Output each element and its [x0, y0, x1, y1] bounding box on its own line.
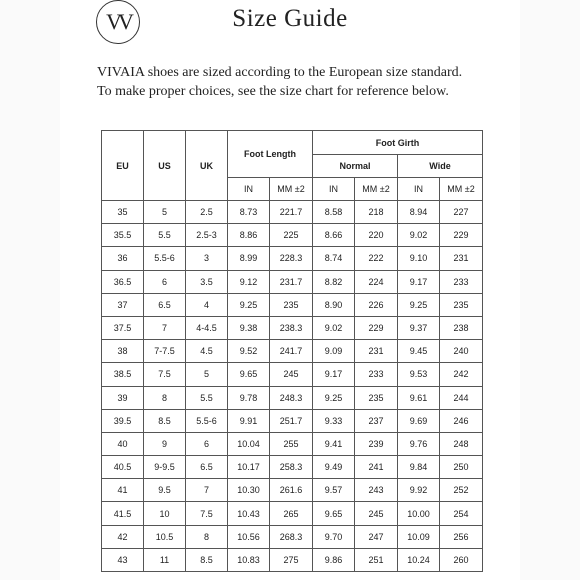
- cell-wide-mm: 242: [440, 363, 483, 386]
- cell-length-in: 10.56: [228, 525, 270, 548]
- cell-normal-mm: 243: [355, 479, 398, 502]
- cell-us: 7-7.5: [144, 340, 186, 363]
- cell-normal-mm: 235: [355, 386, 398, 409]
- cell-wide-in: 9.25: [398, 293, 440, 316]
- cell-eu: 42: [102, 525, 144, 548]
- page-title: Size Guide: [232, 5, 348, 32]
- cell-eu: 41: [102, 479, 144, 502]
- cell-length-mm: 241.7: [270, 340, 313, 363]
- cell-normal-in: 9.65: [313, 502, 355, 525]
- intro-text: [97, 63, 497, 101]
- header-length-mm: MM ±2: [270, 178, 313, 201]
- header-wide-mm: MM ±2: [440, 178, 483, 201]
- table-row: [102, 409, 483, 432]
- cell-wide-mm: 227: [440, 201, 483, 224]
- size-chart-body: [102, 201, 483, 572]
- cell-length-in: 9.65: [228, 363, 270, 386]
- cell-length-mm: 235: [270, 293, 313, 316]
- cell-us: 5: [144, 201, 186, 224]
- table-row: [102, 479, 483, 502]
- cell-normal-mm: 226: [355, 293, 398, 316]
- cell-uk: 6.5: [186, 456, 228, 479]
- cell-normal-mm: 233: [355, 363, 398, 386]
- cell-us: 6.5: [144, 293, 186, 316]
- cell-normal-in: 8.82: [313, 270, 355, 293]
- cell-us: 6: [144, 270, 186, 293]
- cell-normal-in: 9.49: [313, 456, 355, 479]
- header-us: US: [144, 131, 186, 201]
- table-row: [102, 270, 483, 293]
- table-row: [102, 340, 483, 363]
- table-row: [102, 386, 483, 409]
- cell-us: 9-9.5: [144, 456, 186, 479]
- cell-normal-in: 9.33: [313, 409, 355, 432]
- cell-length-in: 9.12: [228, 270, 270, 293]
- cell-uk: 6: [186, 432, 228, 455]
- cell-uk: 5.5-6: [186, 409, 228, 432]
- cell-wide-in: 9.76: [398, 432, 440, 455]
- cell-length-mm: 265: [270, 502, 313, 525]
- cell-normal-in: 8.66: [313, 224, 355, 247]
- cell-wide-in: 9.84: [398, 456, 440, 479]
- cell-us: 7.5: [144, 363, 186, 386]
- left-margin: [0, 0, 60, 580]
- cell-eu: 35: [102, 201, 144, 224]
- cell-wide-mm: 260: [440, 548, 483, 571]
- cell-length-in: 9.52: [228, 340, 270, 363]
- cell-normal-in: 8.90: [313, 293, 355, 316]
- cell-us: 9: [144, 432, 186, 455]
- table-row: [102, 293, 483, 316]
- cell-uk: 2.5: [186, 201, 228, 224]
- cell-normal-in: 9.70: [313, 525, 355, 548]
- header-length-in: IN: [228, 178, 270, 201]
- cell-normal-in: 9.02: [313, 316, 355, 339]
- header-wide-in: IN: [398, 178, 440, 201]
- table-row: [102, 363, 483, 386]
- cell-uk: 2.5-3: [186, 224, 228, 247]
- cell-eu: 36.5: [102, 270, 144, 293]
- header-wide: Wide: [398, 155, 483, 178]
- cell-wide-in: 9.69: [398, 409, 440, 432]
- cell-length-in: 10.83: [228, 548, 270, 571]
- cell-us: 8: [144, 386, 186, 409]
- cell-eu: 40: [102, 432, 144, 455]
- cell-normal-in: 9.09: [313, 340, 355, 363]
- intro-line-2: To make proper choices, see the size chart for reference below.: [97, 84, 449, 99]
- cell-length-mm: 221.7: [270, 201, 313, 224]
- cell-eu: 43: [102, 548, 144, 571]
- cell-uk: 4: [186, 293, 228, 316]
- cell-normal-mm: 229: [355, 316, 398, 339]
- header-foot-girth: Foot Girth: [313, 131, 483, 155]
- cell-uk: 8: [186, 525, 228, 548]
- cell-normal-in: 8.58: [313, 201, 355, 224]
- table-row: [102, 224, 483, 247]
- cell-normal-in: 9.41: [313, 432, 355, 455]
- cell-uk: 8.5: [186, 548, 228, 571]
- cell-length-mm: 261.6: [270, 479, 313, 502]
- cell-us: 5.5-6: [144, 247, 186, 270]
- cell-wide-in: 8.94: [398, 201, 440, 224]
- cell-uk: 5: [186, 363, 228, 386]
- cell-wide-mm: 246: [440, 409, 483, 432]
- table-row: [102, 316, 483, 339]
- cell-wide-mm: 240: [440, 340, 483, 363]
- cell-length-mm: 248.3: [270, 386, 313, 409]
- cell-wide-in: 9.17: [398, 270, 440, 293]
- cell-eu: 39.5: [102, 409, 144, 432]
- cell-normal-mm: 218: [355, 201, 398, 224]
- cell-uk: 3.5: [186, 270, 228, 293]
- cell-length-in: 9.91: [228, 409, 270, 432]
- cell-length-mm: 255: [270, 432, 313, 455]
- cell-length-mm: 275: [270, 548, 313, 571]
- intro-line-1: VIVAIA shoes are sized according to the European size standard.: [97, 65, 463, 80]
- cell-wide-mm: 250: [440, 456, 483, 479]
- cell-eu: 37: [102, 293, 144, 316]
- cell-normal-in: 9.25: [313, 386, 355, 409]
- cell-us: 9.5: [144, 479, 186, 502]
- cell-normal-in: 9.17: [313, 363, 355, 386]
- cell-normal-in: 9.57: [313, 479, 355, 502]
- cell-length-in: 10.43: [228, 502, 270, 525]
- cell-wide-in: 9.02: [398, 224, 440, 247]
- table-row: [102, 525, 483, 548]
- logo-text: VV: [106, 9, 130, 34]
- cell-length-mm: 228.3: [270, 247, 313, 270]
- table-row: [102, 548, 483, 571]
- cell-us: 5.5: [144, 224, 186, 247]
- cell-wide-in: 9.45: [398, 340, 440, 363]
- cell-us: 10.5: [144, 525, 186, 548]
- cell-normal-mm: 220: [355, 224, 398, 247]
- cell-wide-mm: 238: [440, 316, 483, 339]
- header-normal: Normal: [313, 155, 398, 178]
- cell-length-in: 8.73: [228, 201, 270, 224]
- cell-normal-mm: 239: [355, 432, 398, 455]
- cell-normal-mm: 247: [355, 525, 398, 548]
- header-normal-in: IN: [313, 178, 355, 201]
- table-row: [102, 432, 483, 455]
- cell-us: 11: [144, 548, 186, 571]
- cell-wide-mm: 233: [440, 270, 483, 293]
- table-row: [102, 502, 483, 525]
- cell-eu: 41.5: [102, 502, 144, 525]
- cell-normal-mm: 251: [355, 548, 398, 571]
- header-eu: EU: [102, 131, 144, 201]
- cell-length-mm: 258.3: [270, 456, 313, 479]
- cell-wide-mm: 244: [440, 386, 483, 409]
- header-normal-mm: MM ±2: [355, 178, 398, 201]
- cell-normal-mm: 222: [355, 247, 398, 270]
- cell-uk: 7: [186, 479, 228, 502]
- cell-eu: 36: [102, 247, 144, 270]
- size-chart-table: [101, 130, 483, 572]
- cell-length-mm: 268.3: [270, 525, 313, 548]
- cell-wide-mm: 229: [440, 224, 483, 247]
- header-uk: UK: [186, 131, 228, 201]
- cell-wide-mm: 256: [440, 525, 483, 548]
- cell-length-in: 10.17: [228, 456, 270, 479]
- cell-wide-in: 10.24: [398, 548, 440, 571]
- cell-length-mm: 245: [270, 363, 313, 386]
- cell-wide-in: 10.09: [398, 525, 440, 548]
- cell-wide-in: 9.61: [398, 386, 440, 409]
- cell-uk: 7.5: [186, 502, 228, 525]
- cell-normal-mm: 245: [355, 502, 398, 525]
- cell-wide-in: 9.37: [398, 316, 440, 339]
- cell-eu: 38.5: [102, 363, 144, 386]
- cell-length-in: 9.25: [228, 293, 270, 316]
- right-margin: [520, 0, 580, 580]
- cell-eu: 39: [102, 386, 144, 409]
- cell-wide-mm: 231: [440, 247, 483, 270]
- cell-normal-mm: 237: [355, 409, 398, 432]
- cell-normal-mm: 241: [355, 456, 398, 479]
- cell-normal-mm: 224: [355, 270, 398, 293]
- cell-eu: 35.5: [102, 224, 144, 247]
- table-row: [102, 456, 483, 479]
- cell-normal-in: 8.74: [313, 247, 355, 270]
- cell-length-in: 9.38: [228, 316, 270, 339]
- cell-wide-mm: 235: [440, 293, 483, 316]
- cell-eu: 40.5: [102, 456, 144, 479]
- cell-uk: 4-4.5: [186, 316, 228, 339]
- cell-wide-mm: 254: [440, 502, 483, 525]
- cell-wide-in: 10.00: [398, 502, 440, 525]
- cell-uk: 4.5: [186, 340, 228, 363]
- cell-uk: 3: [186, 247, 228, 270]
- cell-us: 8.5: [144, 409, 186, 432]
- cell-eu: 38: [102, 340, 144, 363]
- cell-wide-mm: 248: [440, 432, 483, 455]
- cell-wide-in: 9.10: [398, 247, 440, 270]
- cell-length-in: 9.78: [228, 386, 270, 409]
- cell-length-in: 10.04: [228, 432, 270, 455]
- cell-normal-in: 9.86: [313, 548, 355, 571]
- cell-wide-mm: 252: [440, 479, 483, 502]
- cell-uk: 5.5: [186, 386, 228, 409]
- cell-us: 7: [144, 316, 186, 339]
- cell-length-mm: 251.7: [270, 409, 313, 432]
- cell-length-in: 8.99: [228, 247, 270, 270]
- header-foot-length: Foot Length: [228, 131, 313, 178]
- cell-length-in: 10.30: [228, 479, 270, 502]
- table-row: [102, 247, 483, 270]
- cell-length-mm: 225: [270, 224, 313, 247]
- cell-length-in: 8.86: [228, 224, 270, 247]
- table-row: [102, 201, 483, 224]
- cell-eu: 37.5: [102, 316, 144, 339]
- cell-us: 10: [144, 502, 186, 525]
- cell-wide-in: 9.53: [398, 363, 440, 386]
- cell-length-mm: 238.3: [270, 316, 313, 339]
- cell-wide-in: 9.92: [398, 479, 440, 502]
- cell-length-mm: 231.7: [270, 270, 313, 293]
- cell-normal-mm: 231: [355, 340, 398, 363]
